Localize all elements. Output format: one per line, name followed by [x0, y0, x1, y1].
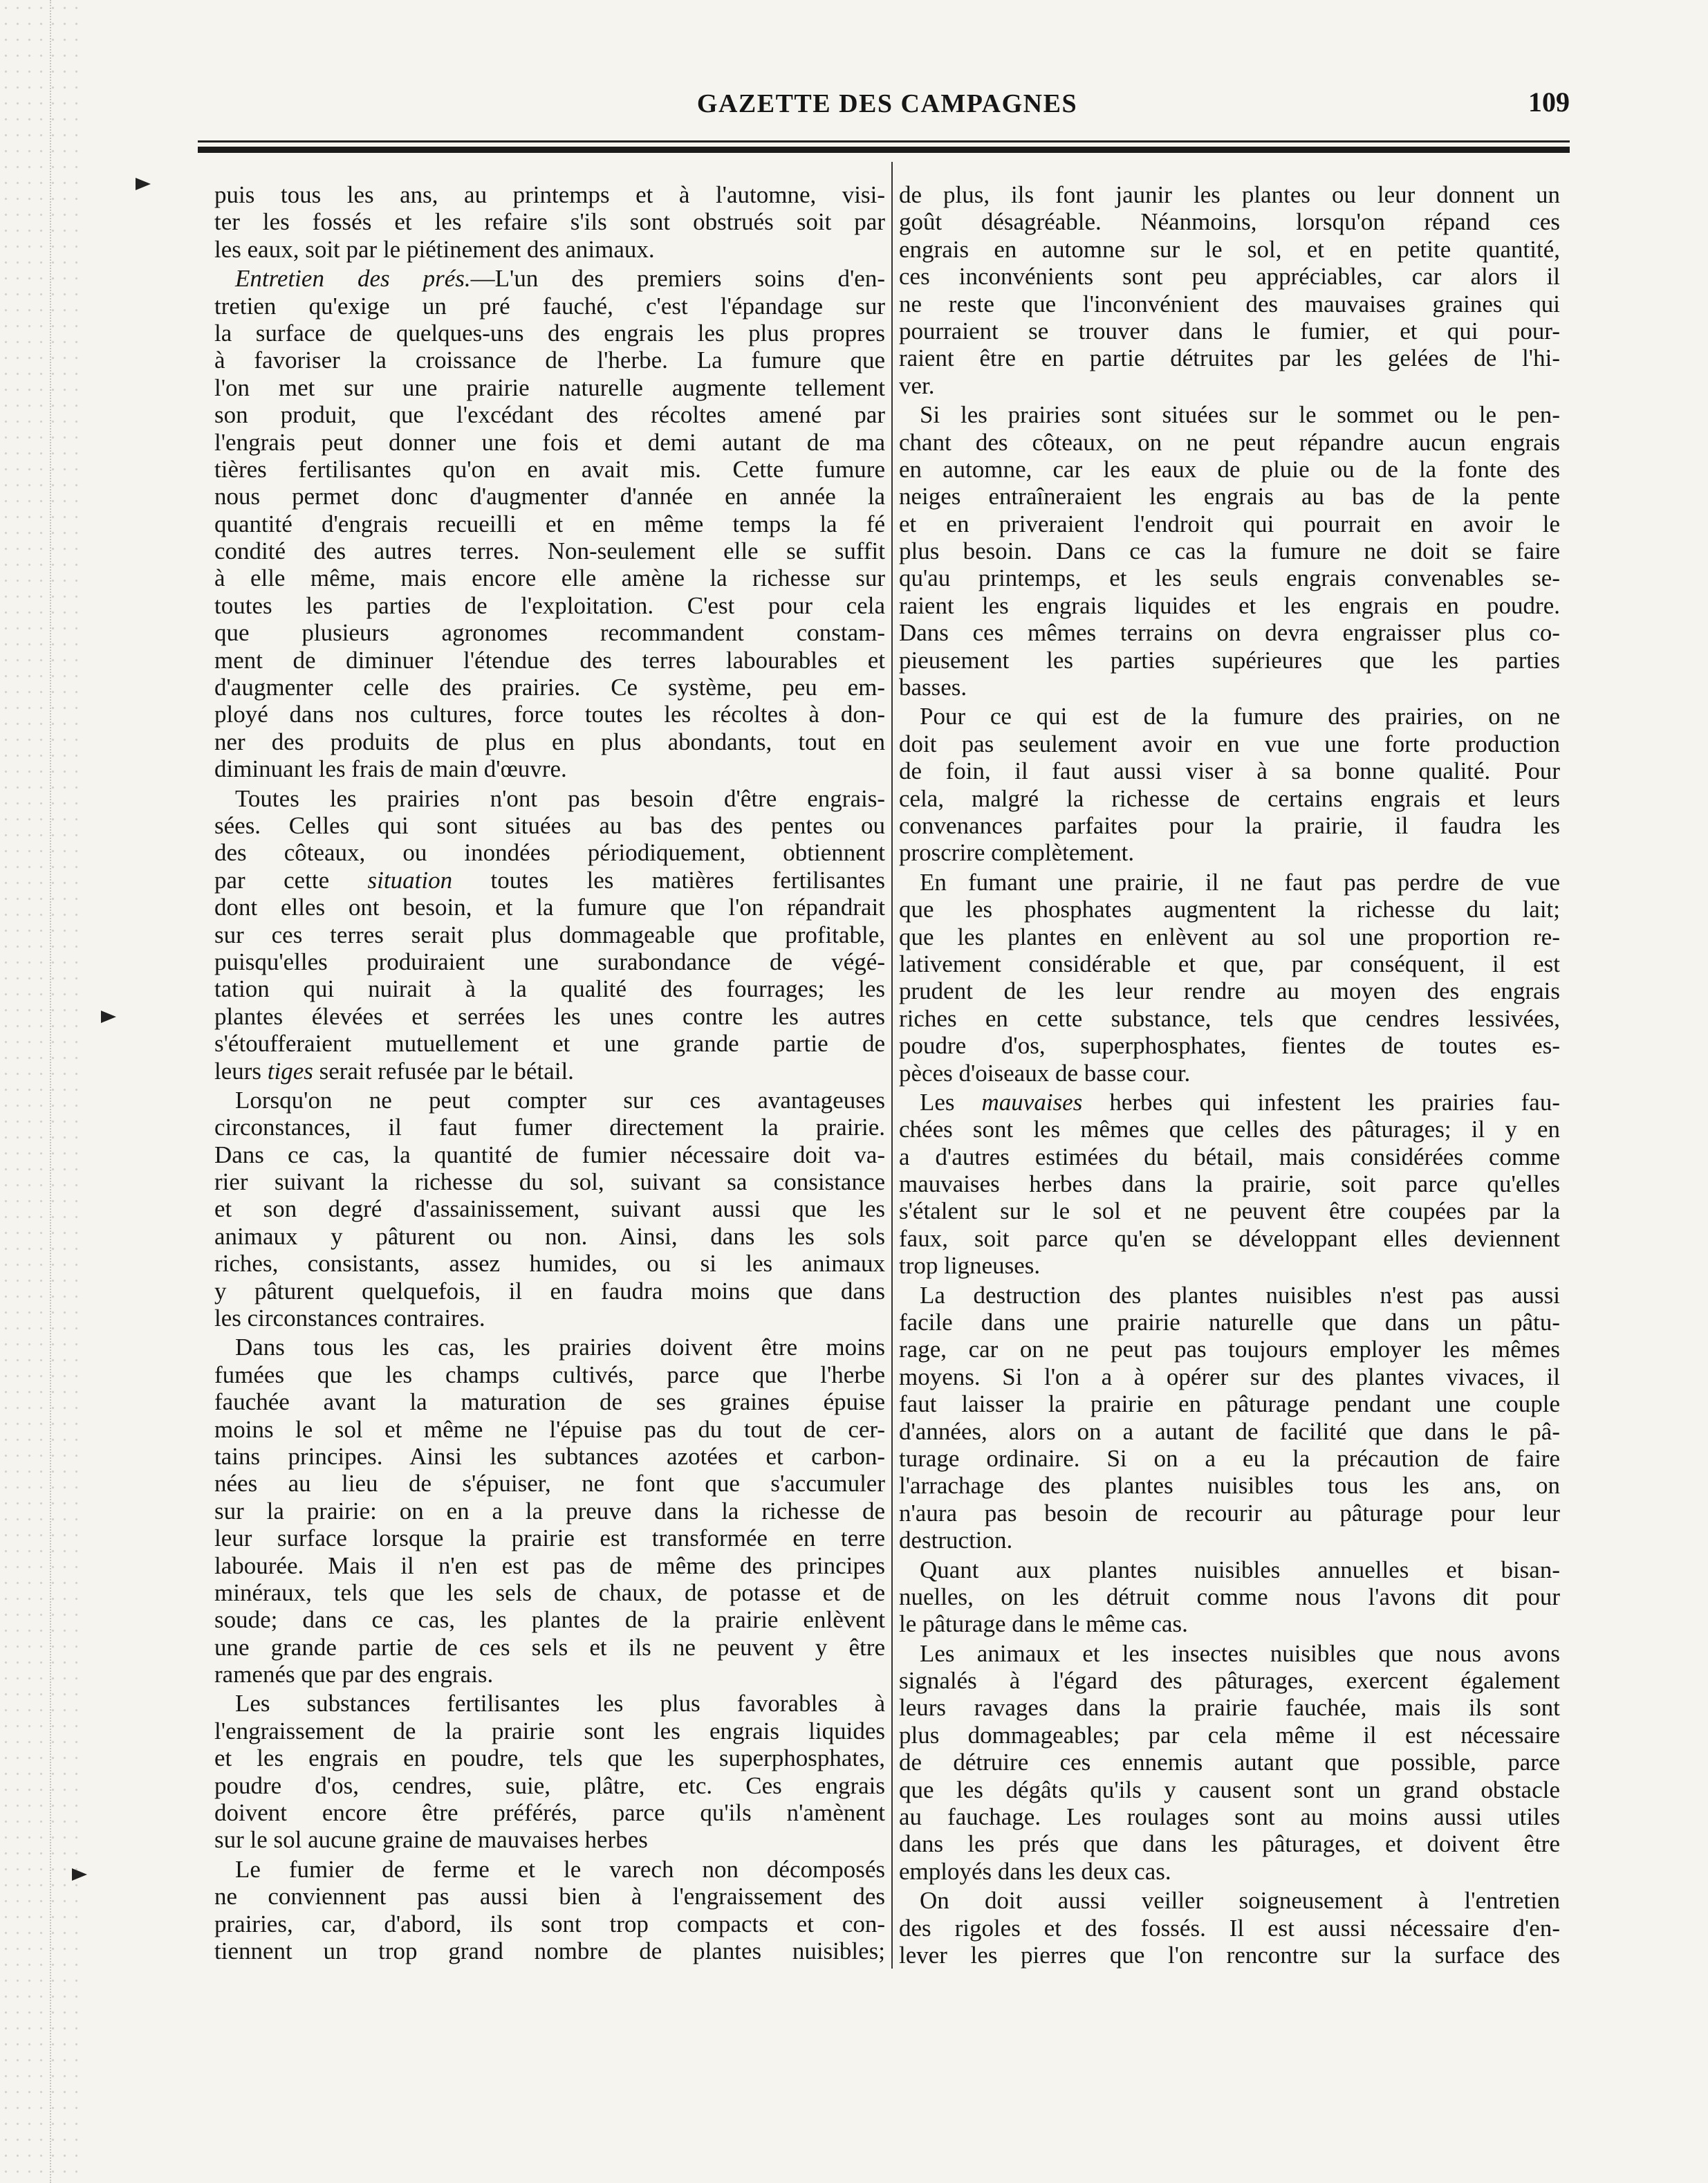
text-line	[214, 867, 885, 894]
text-line: pieusement les parties supérieures que les parties	[899, 646, 1560, 674]
text-line: doivent encore être préférés, parce qu'ils n'amènent	[214, 1799, 885, 1827]
text-line: sur la prairie: on en a la preuve dans la richesse de	[214, 1497, 885, 1525]
text-line: goût désagréable. Néanmoins, lorsqu'on répand ces	[899, 208, 1560, 236]
text-line: ces inconvénients sont peu appréciables, car alors il	[899, 263, 1560, 291]
text-line: tiennent un trop grand nombre de plantes nuisibles;	[214, 1937, 885, 1964]
text-line: rier suivant la richesse du sol, suivant sa consistance	[214, 1168, 885, 1196]
text-line: y pâturent quelquefois, il en faudra moins que dans	[214, 1277, 885, 1305]
text-line: l'arrachage des plantes nuisibles tous les ans, on	[899, 1472, 1560, 1500]
paragraph	[899, 1282, 1560, 1554]
text-line: Dans ces mêmes terrains on devra engraisser plus co-	[899, 619, 1560, 647]
text-line: toutes les parties de l'exploitation. C'est pour cela	[214, 591, 885, 619]
italic-text: tiges	[267, 1057, 313, 1085]
text-line: tretien qu'exige un pré fauché, c'est l'épandage sur	[214, 292, 885, 320]
text-line: leurs ravages dans la prairie fauchée, mais ils sont	[899, 1694, 1560, 1722]
text-line: riches en cette substance, tels que cendres lessivées,	[899, 1004, 1560, 1032]
text-line: Si les prairies sont situées sur le sommet ou le pen-	[920, 401, 1560, 429]
text-line: faut laisser la prairie en pâturage pendant une couple	[899, 1390, 1560, 1418]
text-line: faux, soit parce qu'en se développant elles deviennent	[899, 1224, 1560, 1252]
text-line: des rigoles et des fossés. Il est aussi nécessaire d'en-	[899, 1914, 1560, 1942]
text-line: lativement considérable et que, par conséquent, il est	[899, 950, 1560, 977]
paragraph	[214, 181, 885, 263]
text-line: ver.	[899, 371, 935, 399]
text-line: Dans tous les cas, les prairies doivent être moins	[235, 1334, 885, 1361]
text-line: destruction.	[899, 1527, 1013, 1554]
text-column-left	[214, 181, 885, 1964]
text-line: soude; dans ce cas, les plantes de la prairie enlèvent	[214, 1606, 885, 1634]
text-line: nées au lieu de s'épuiser, ne font que s'accumuler	[214, 1470, 885, 1498]
text-line: engrais en automne sur le sol, et en petite quantité,	[899, 235, 1560, 263]
text-line: l'engrais peut donner une fois et demi autant de ma	[214, 428, 885, 456]
text-line: En fumant une prairie, il ne faut pas perdre de vue	[920, 868, 1560, 896]
text-line: raient les engrais liquides et les engrais en poudre.	[899, 591, 1560, 619]
text-line: d'augmenter celle des prairies. Ce système, peu em-	[214, 674, 885, 701]
text-line: raient être en partie détruites par les gelées de l'hi-	[899, 344, 1560, 372]
text-line: ter les fossés et les refaire s'ils sont obstrués soit par	[214, 208, 885, 236]
text-line: et son degré d'assainissement, suivant aussi que les	[214, 1195, 885, 1223]
text-line: puis tous les ans, au printemps et à l'automne, visi-	[214, 181, 885, 208]
text-line: les eaux, soit par le piétinement des animaux.	[214, 235, 655, 263]
text-line: sur le sol aucune graine de mauvaises herbes	[214, 1826, 648, 1854]
text-line: plus besoin. Dans ce cas la fumure ne doit se faire	[899, 537, 1560, 565]
text-line: On doit aussi veiller soigneusement à l'entretien	[920, 1887, 1560, 1915]
text-line: rage, car on ne peut pas toujours employer les mêmes	[899, 1336, 1560, 1363]
text-segment: Les	[920, 1088, 982, 1116]
text-line: circonstances, il faut fumer directement la prairie.	[214, 1114, 885, 1141]
text-line: ment de diminuer l'étendue des terres labourables et	[214, 646, 885, 674]
text-line: poudre d'os, superphosphates, fientes de toutes es-	[899, 1032, 1560, 1060]
text-line: Pour ce qui est de la fumure des prairies, on ne	[920, 703, 1560, 730]
text-line: minéraux, tels que les sels de chaux, de potasse et de	[214, 1578, 885, 1606]
text-line: basses.	[899, 674, 967, 701]
text-line: pourraient se trouver dans le fumier, et qui pour-	[899, 317, 1560, 344]
text-line: tation qui nuirait à la qualité des fourrages; les	[214, 975, 885, 1003]
text-line: chant des côteaux, on ne peut répandre aucun engrais	[899, 428, 1560, 456]
text-line: tières fertilisantes qu'on en avait mis. Cette fumure	[214, 455, 885, 483]
text-line: des côteaux, ou inondées périodiquement, obtiennent	[214, 839, 885, 867]
text-line: l'engraissement de la prairie sont les engrais liquides	[214, 1717, 885, 1744]
paragraph	[899, 181, 1560, 399]
paragraph	[214, 785, 885, 1085]
paragraph	[899, 869, 1560, 1087]
text-line: turage ordinaire. Si on a eu la précaution de faire	[899, 1444, 1560, 1472]
text-line: dans les prés que dans les pâturages, et doivent être	[899, 1830, 1560, 1858]
paragraph	[214, 265, 885, 782]
text-line: prairies, car, d'abord, ils sont trop compacts et con-	[214, 1910, 885, 1937]
header-rule-thick	[198, 147, 1570, 153]
text-line: pèces d'oiseaux de basse cour.	[899, 1059, 1191, 1087]
margin-mark	[72, 1868, 87, 1881]
text-segment: herbes qui infestent les prairies fau-	[1082, 1088, 1560, 1116]
text-line: doit pas seulement avoir en vue une forte production	[899, 730, 1560, 757]
text-line: ployé dans nos cultures, force toutes les récoltes à don-	[214, 701, 885, 728]
text-segment: leurs	[214, 1057, 268, 1085]
italic-text: mauvaises	[981, 1088, 1083, 1116]
text-line: riches, consistants, assez humides, ou si les animaux	[214, 1250, 885, 1278]
text-line: l'on met sur une prairie naturelle augmente tellement	[214, 374, 885, 401]
text-line: ramenés que par des engrais.	[214, 1661, 494, 1688]
text-line: chées sont les mêmes que celles des pâturages; il y en	[899, 1116, 1560, 1143]
text-line: que plusieurs agronomes recommandent constam-	[214, 619, 885, 647]
text-line: facile dans une prairie naturelle que dans un pâtu-	[899, 1309, 1560, 1336]
paragraph	[899, 401, 1560, 701]
text-line: prudent de les leur rendre au moyen des engrais	[899, 977, 1560, 1005]
text-line: et en priveraient l'endroit qui pourrait en avoir le	[899, 510, 1560, 537]
text-line: poudre d'os, cendres, suie, plâtre, etc. Ces engrais	[214, 1771, 885, 1799]
text-line: à favoriser la croissance de l'herbe. La fumure que	[214, 347, 885, 374]
text-column-right	[899, 181, 1560, 1969]
text-line: au fauchage. Les roulages sont au moins aussi utiles	[899, 1803, 1560, 1831]
text-line: et les engrais en poudre, tels que les superphosphates,	[214, 1744, 885, 1772]
paragraph	[899, 703, 1560, 866]
text-line: nous permet donc d'augmenter d'année en année la	[214, 483, 885, 510]
text-line: plus dommageables; par cela même il est nécessaire	[899, 1721, 1560, 1749]
text-line	[899, 1089, 1560, 1116]
column-divider	[891, 162, 893, 1969]
text-line: tains principes. Ainsi les subtances azotées et carbon-	[214, 1442, 885, 1470]
text-line: ne reste que l'inconvénient des mauvaises graines qui	[899, 290, 1560, 317]
text-line: le pâturage dans le même cas.	[899, 1610, 1188, 1638]
margin-mark	[101, 1011, 116, 1023]
text-line: les circonstances contraires.	[214, 1305, 485, 1332]
text-line: leur surface lorsque la prairie est transformée en terre	[214, 1525, 885, 1552]
text-segment: —L'un des premiers soins d'en-	[470, 265, 885, 293]
text-line: s'étalent sur le sol et ne peuvent être coupées par la	[899, 1197, 1560, 1225]
text-line: animaux y pâturent ou non. Ainsi, dans les sols	[214, 1222, 885, 1250]
header-rule-thin	[198, 140, 1570, 142]
paragraph	[899, 1556, 1560, 1638]
text-line: Quant aux plantes nuisibles annuelles et bisan-	[920, 1556, 1560, 1583]
text-line: Toutes les prairies n'ont pas besoin d'être engrais-	[235, 784, 885, 812]
text-line: cela, malgré la richesse de certains engrais et leurs	[899, 784, 1560, 812]
text-line: plantes élevées et serrées les unes contre les autres	[214, 1002, 885, 1030]
page-number: 109	[1528, 86, 1570, 118]
paragraph	[214, 1087, 885, 1332]
italic-text: Entretien des prés.	[235, 265, 471, 293]
binding-edge	[0, 0, 83, 2183]
binding-edge-line	[50, 0, 51, 2183]
text-line: son produit, que l'excédant des récoltes amené par	[214, 401, 885, 429]
text-line: de foin, il faut aussi viser à sa bonne qualité. Pour	[899, 757, 1560, 785]
text-line: diminuant les frais de main d'œuvre.	[214, 755, 567, 783]
text-line: Le fumier de ferme et le varech non décomposés	[235, 1855, 885, 1883]
text-line: s'étoufferaient mutuellement et une grande partie de	[214, 1030, 885, 1058]
paragraph	[214, 1334, 885, 1688]
text-line: condité des autres terres. Non-seulement elle se suffit	[214, 537, 885, 565]
paragraph	[214, 1856, 885, 1965]
text-line: Lorsqu'on ne peut compter sur ces avantageuses	[235, 1086, 885, 1114]
paragraph	[899, 1640, 1560, 1886]
margin-mark	[136, 178, 151, 190]
text-line: La destruction des plantes nuisibles n'est pas aussi	[920, 1281, 1560, 1309]
text-line: quantité d'engrais recueilli et en même temps la fé	[214, 510, 885, 537]
text-line: labourée. Mais il n'en est pas de même des principes	[214, 1551, 885, 1579]
text-line: d'années, alors on a autant de facilité que dans le pâ-	[899, 1417, 1560, 1445]
text-line: signalés à l'égard des pâturages, exercent également	[899, 1667, 1560, 1695]
text-line: nuelles, on les détruit comme nous l'avons dit pour	[899, 1583, 1560, 1610]
text-line: dont elles ont besoin, et la fumure que l'on répandrait	[214, 894, 885, 921]
text-line: la surface de quelques-uns des engrais les plus propres	[214, 319, 885, 347]
text-segment: par cette	[214, 866, 368, 894]
text-line: mauvaises herbes dans la prairie, soit parce qu'elles	[899, 1170, 1560, 1198]
text-line: en automne, car les eaux de pluie ou de la fonte des	[899, 455, 1560, 483]
text-line: trop ligneuses.	[899, 1252, 1041, 1280]
text-line	[214, 265, 885, 292]
text-line: sur ces terres serait plus dommageable que profitable,	[214, 921, 885, 948]
italic-text: situation	[367, 866, 453, 894]
text-line: fauchée avant la maturation de ses graines épuise	[214, 1388, 885, 1416]
text-line: que les dégâts qu'ils y causent sont un grand obstacle	[899, 1776, 1560, 1803]
paragraph	[899, 1887, 1560, 1969]
text-line: fumées que les champs cultivés, parce que l'herbe	[214, 1361, 885, 1388]
text-line: une grande partie de ces sels et ils ne peuvent y être	[214, 1633, 885, 1661]
text-line: convenances parfaites pour la prairie, il faudra les	[899, 811, 1560, 839]
text-line	[214, 1058, 885, 1085]
paragraph	[214, 1690, 885, 1853]
text-line: que les plantes en enlèvent au sol une proportion re-	[899, 923, 1560, 950]
text-line: Les substances fertilisantes les plus favorables à	[235, 1690, 885, 1717]
text-segment: serait refusée par le bétail.	[313, 1057, 574, 1085]
text-line: neiges entraîneraient les engrais au bas de la pente	[899, 483, 1560, 510]
text-line: proscrire complètement.	[899, 839, 1135, 867]
text-line: qu'au printemps, et les seuls engrais convenables se-	[899, 564, 1560, 592]
text-line: sées. Celles qui sont situées au bas des pentes ou	[214, 811, 885, 839]
text-line: puisqu'elles produiraient une surabondance de végé-	[214, 948, 885, 975]
text-line: a d'autres estimées du bétail, mais considérées comme	[899, 1143, 1560, 1170]
text-line: Dans ce cas, la quantité de fumier nécessaire doit va-	[214, 1141, 885, 1168]
text-line: lever les pierres que l'on rencontre sur la surface des	[899, 1942, 1560, 1969]
page-header-title: GAZETTE DES CAMPAGNES	[696, 89, 1078, 118]
text-line: n'aura pas besoin de recourir au pâturage pour leur	[899, 1499, 1560, 1527]
text-line: Les animaux et les insectes nuisibles que nous avons	[920, 1639, 1560, 1667]
text-line: ner des produits de plus en plus abondants, tout en	[214, 728, 885, 755]
text-line: ne conviennent pas aussi bien à l'engraissement des	[214, 1883, 885, 1910]
text-line: que les phosphates augmentent la richesse du lait;	[899, 896, 1560, 923]
text-line: moyens. Si l'on a à opérer sur des plantes vivaces, il	[899, 1363, 1560, 1390]
text-line: moins le sol et même ne l'épuise pas du tout de cer-	[214, 1415, 885, 1443]
text-segment: toutes les matières fertilisantes	[452, 866, 885, 894]
text-line: employés dans les deux cas.	[899, 1857, 1171, 1885]
text-line: à elle même, mais encore elle amène la richesse sur	[214, 564, 885, 592]
paragraph	[899, 1089, 1560, 1280]
text-line: de plus, ils font jaunir les plantes ou leur donnent un	[899, 181, 1560, 208]
text-line: de détruire ces ennemis autant que possible, parce	[899, 1749, 1560, 1776]
